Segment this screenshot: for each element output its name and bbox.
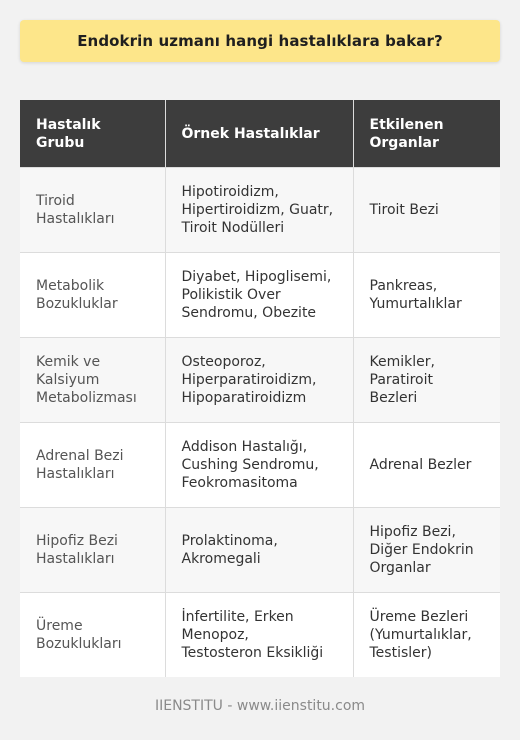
cell-example-diseases: Prolaktinoma, Akromegali bbox=[165, 508, 353, 593]
cell-example-diseases: Addison Hastalığı, Cushing Sendromu, Feokromasitoma bbox=[165, 423, 353, 508]
header-row bbox=[20, 100, 500, 168]
header-cell-disease-group: Hastalık Grubu bbox=[20, 100, 165, 168]
cell-disease-group: Hipofiz Bezi Hastalıkları bbox=[20, 508, 165, 593]
footer-credit: IIENSTITU - www.iienstitu.com bbox=[154, 698, 366, 714]
cell-affected-organs: Kemikler, Paratiroit Bezleri bbox=[353, 338, 500, 423]
cell-affected-organs: Pankreas, Yumurtalıklar bbox=[353, 253, 500, 338]
cell-example-diseases: İnfertilite, Erken Menopoz, Testosteron Eksikliği bbox=[165, 593, 353, 678]
cell-disease-group: Adrenal Bezi Hastalıkları bbox=[20, 423, 165, 508]
table-row bbox=[20, 338, 500, 423]
disease-table bbox=[20, 100, 500, 677]
table-body bbox=[20, 168, 500, 678]
cell-affected-organs: Hipofiz Bezi, Diğer Endokrin Organlar bbox=[353, 508, 500, 593]
cell-affected-organs: Üreme Bezleri (Yumurtalıklar, Testisler) bbox=[353, 593, 500, 678]
header-cell-affected-organs: Etkilenen Organlar bbox=[353, 100, 500, 168]
title-banner bbox=[20, 20, 500, 62]
table-row bbox=[20, 168, 500, 253]
table-header bbox=[20, 100, 500, 168]
cell-disease-group: Üreme Bozuklukları bbox=[20, 593, 165, 678]
cell-example-diseases: Diyabet, Hipoglisemi, Polikistik Over Sendromu, Obezite bbox=[165, 253, 353, 338]
header-cell-example-diseases: Örnek Hastalıklar bbox=[165, 100, 353, 168]
cell-disease-group: Kemik ve Kalsiyum Metabolizması bbox=[20, 338, 165, 423]
cell-disease-group: Metabolik Bozukluklar bbox=[20, 253, 165, 338]
cell-example-diseases: Osteoporoz, Hiperparatiroidizm, Hipoparatiroidizm bbox=[165, 338, 353, 423]
cell-affected-organs: Tiroit Bezi bbox=[353, 168, 500, 253]
table-row bbox=[20, 593, 500, 678]
cell-affected-organs: Adrenal Bezler bbox=[353, 423, 500, 508]
table-row bbox=[20, 508, 500, 593]
cell-example-diseases: Hipotiroidizm, Hipertiroidizm, Guatr, Tiroit Nodülleri bbox=[165, 168, 353, 253]
table-row bbox=[20, 253, 500, 338]
page-title: Endokrin uzmanı hangi hastalıklara bakar? bbox=[77, 32, 443, 50]
cell-disease-group: Tiroid Hastalıkları bbox=[20, 168, 165, 253]
table-row bbox=[20, 423, 500, 508]
